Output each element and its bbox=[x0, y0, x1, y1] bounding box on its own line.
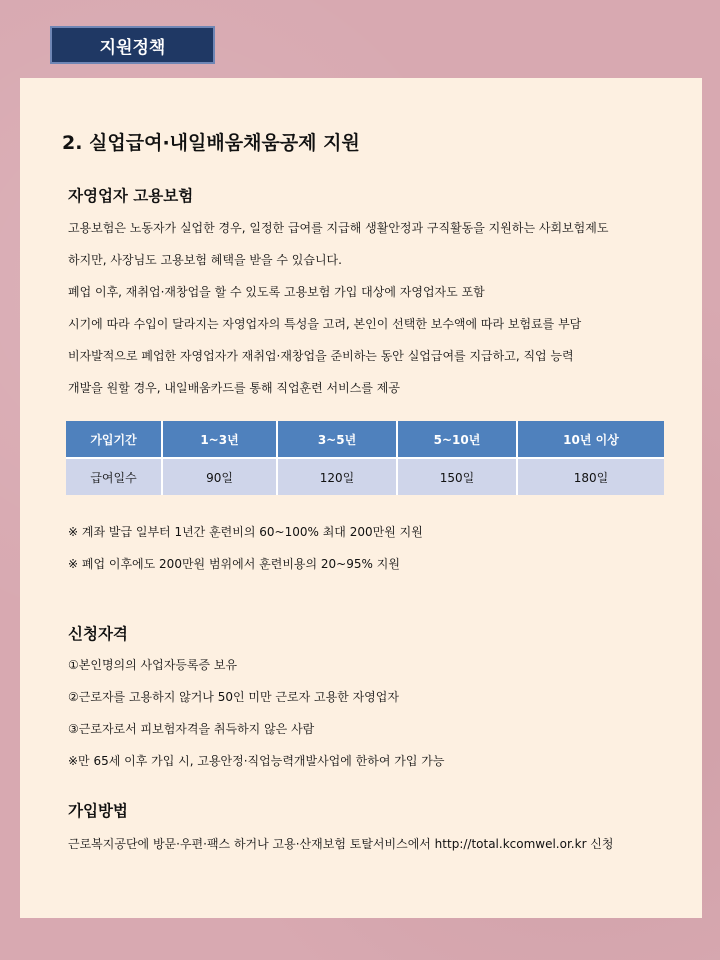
body-line: 고용보험은 노동자가 실업한 경우, 일정한 급여를 지급해 생활안정과 구직활동을 지원하는 사회보험제도 bbox=[68, 221, 609, 235]
table-cell: 급여일수 bbox=[66, 458, 162, 495]
table-cell: 120일 bbox=[277, 458, 397, 495]
application-line: 근로복지공단에 방문·우편·팩스 하거나 고용·산재보험 토탈서비스에서 http://total.kcomwel.or.kr 신청 bbox=[68, 837, 614, 851]
content-panel bbox=[20, 78, 702, 918]
table-header-cell: 가입기간 bbox=[66, 421, 162, 458]
list-item: ②근로자를 고용하지 않거나 50인 미만 근로자 고용한 자영업자 bbox=[68, 690, 399, 704]
list-item: ③근로자로서 피보험자격을 취득하지 않은 사람 bbox=[68, 722, 315, 736]
page-title: 2. 실업급여·내일배움채움공제 지원 bbox=[62, 132, 360, 154]
table-header-cell: 10년 이상 bbox=[517, 421, 664, 458]
benefit-table bbox=[66, 421, 664, 495]
table-header-cell: 3~5년 bbox=[277, 421, 397, 458]
section-heading-insurance: 자영업자 고용보험 bbox=[68, 187, 194, 205]
section-tag: 지원정책 bbox=[50, 26, 215, 64]
table-header-row bbox=[66, 421, 664, 458]
body-line: 하지만, 사장님도 고용보험 혜택을 받을 수 있습니다. bbox=[68, 253, 342, 267]
table-cell: 90일 bbox=[162, 458, 277, 495]
note-line: ※ 계좌 발급 일부터 1년간 훈련비의 60~100% 최대 200만원 지원 bbox=[68, 525, 423, 539]
table-cell: 180일 bbox=[517, 458, 664, 495]
body-line: 시기에 따라 수입이 달라지는 자영업자의 특성을 고려, 본인이 선택한 보수액에 따라 보험료를 부담 bbox=[68, 317, 582, 331]
body-line: 비자발적으로 폐업한 자영업자가 재취업·재창업을 준비하는 동안 실업급여를 지급하고, 직업 능력 bbox=[68, 349, 574, 363]
list-item: ①본인명의의 사업자등록증 보유 bbox=[68, 658, 238, 672]
section-heading-application: 가입방법 bbox=[68, 802, 128, 820]
table-header-cell: 5~10년 bbox=[397, 421, 517, 458]
list-item: ※만 65세 이후 가입 시, 고용안정·직업능력개발사업에 한하여 가입 가능 bbox=[68, 754, 445, 768]
table-header-cell: 1~3년 bbox=[162, 421, 277, 458]
section-heading-eligibility: 신청자격 bbox=[68, 625, 128, 643]
body-line: 폐업 이후, 재취업·재창업을 할 수 있도록 고용보험 가입 대상에 자영업자도 포함 bbox=[68, 285, 485, 299]
table-cell: 150일 bbox=[397, 458, 517, 495]
table-row bbox=[66, 458, 664, 495]
body-line: 개발을 원할 경우, 내일배움카드를 통해 직업훈련 서비스를 제공 bbox=[68, 381, 400, 395]
note-line: ※ 폐업 이후에도 200만원 범위에서 훈련비용의 20~95% 지원 bbox=[68, 557, 400, 571]
